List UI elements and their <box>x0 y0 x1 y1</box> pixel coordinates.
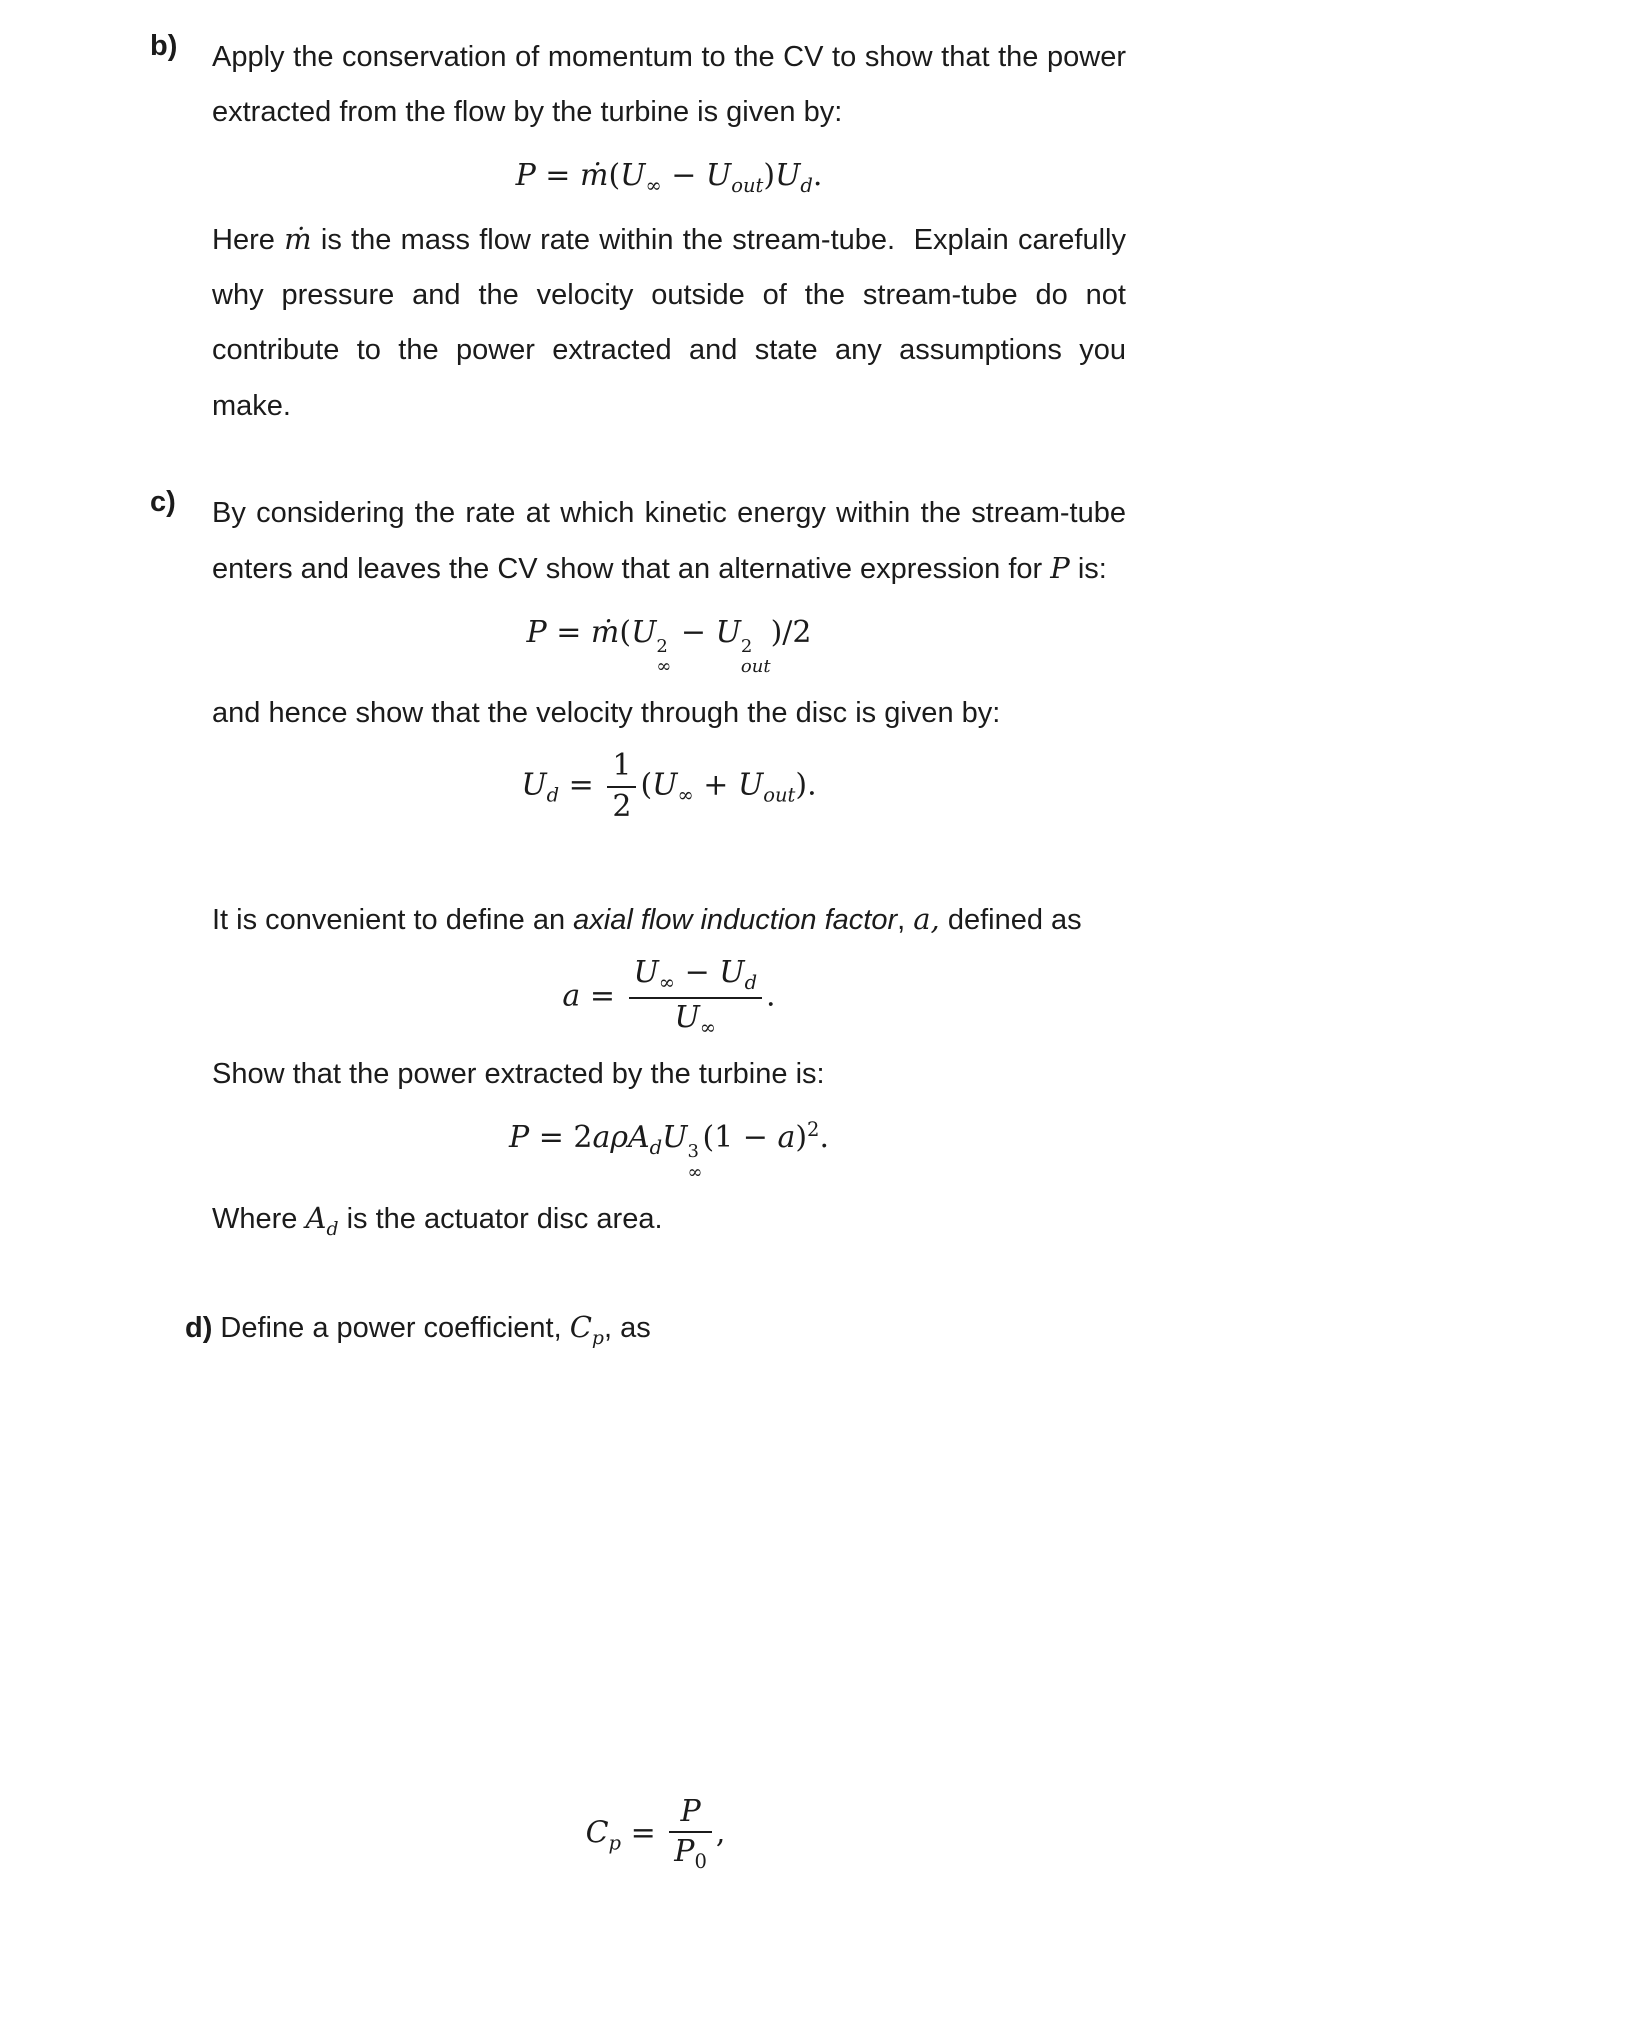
paragraph: Here ṁ is the mass flow rate within the stream-tube. Explain carefully why pressure and the velocity outside of the stream-tube do not contribute to the power extracted and state any assumptions you make. <box>212 222 1126 422</box>
section-label-b: b) <box>150 30 178 62</box>
paragraph: Apply the conservation of momentum to the CV to show that the power extracted from the flow by the turbine is given by: <box>212 41 1126 129</box>
section-content-d <box>185 1300 1126 1874</box>
equation: $U_d$ = $\frac{1}{2}$ $(U_\infty + U_{out})$. <box>521 748 817 824</box>
paragraph: d) Define a power coefficient, $C_p$, as <box>185 1310 651 1349</box>
paragraph: and hence show that the velocity through the disc is given by: <box>212 697 1001 730</box>
equation: $C_p$ = $\frac{P}{P_0}$ , <box>585 1793 726 1874</box>
spacer <box>212 832 1126 892</box>
section-content-c <box>212 486 1126 1248</box>
equation: P = ṁ(U 2 ∞ − U 2 out )/2 <box>526 614 812 678</box>
section-label-c: c) <box>150 485 176 518</box>
section-d <box>150 1300 1126 1874</box>
paragraph: Where $A_d$ is the actuator disc area. <box>212 1201 663 1241</box>
section-b <box>150 30 1126 434</box>
equation: P = 2aρA$_d$U 3 ∞ $(1 - a)^2$. <box>508 1118 830 1183</box>
spacer <box>185 1357 1126 1787</box>
section-content-b <box>212 30 1126 434</box>
paragraph: Show that the power extracted by the turbine is: <box>212 1058 825 1091</box>
paragraph: By considering the rate at which kinetic energy within the stream-tube enters and leaves the CV show that an alternative expression for P is: <box>212 496 1126 585</box>
paragraph: It is convenient to define an axial flow induction factor, a, defined as <box>212 902 1082 937</box>
equation: $P = ṁ(U_\infty - U_{out})U_d$. <box>515 158 823 198</box>
equation: a = $\frac{U_\infty - U_d}{U_\infty}$ . <box>562 955 776 1039</box>
section-c <box>150 486 1126 1248</box>
